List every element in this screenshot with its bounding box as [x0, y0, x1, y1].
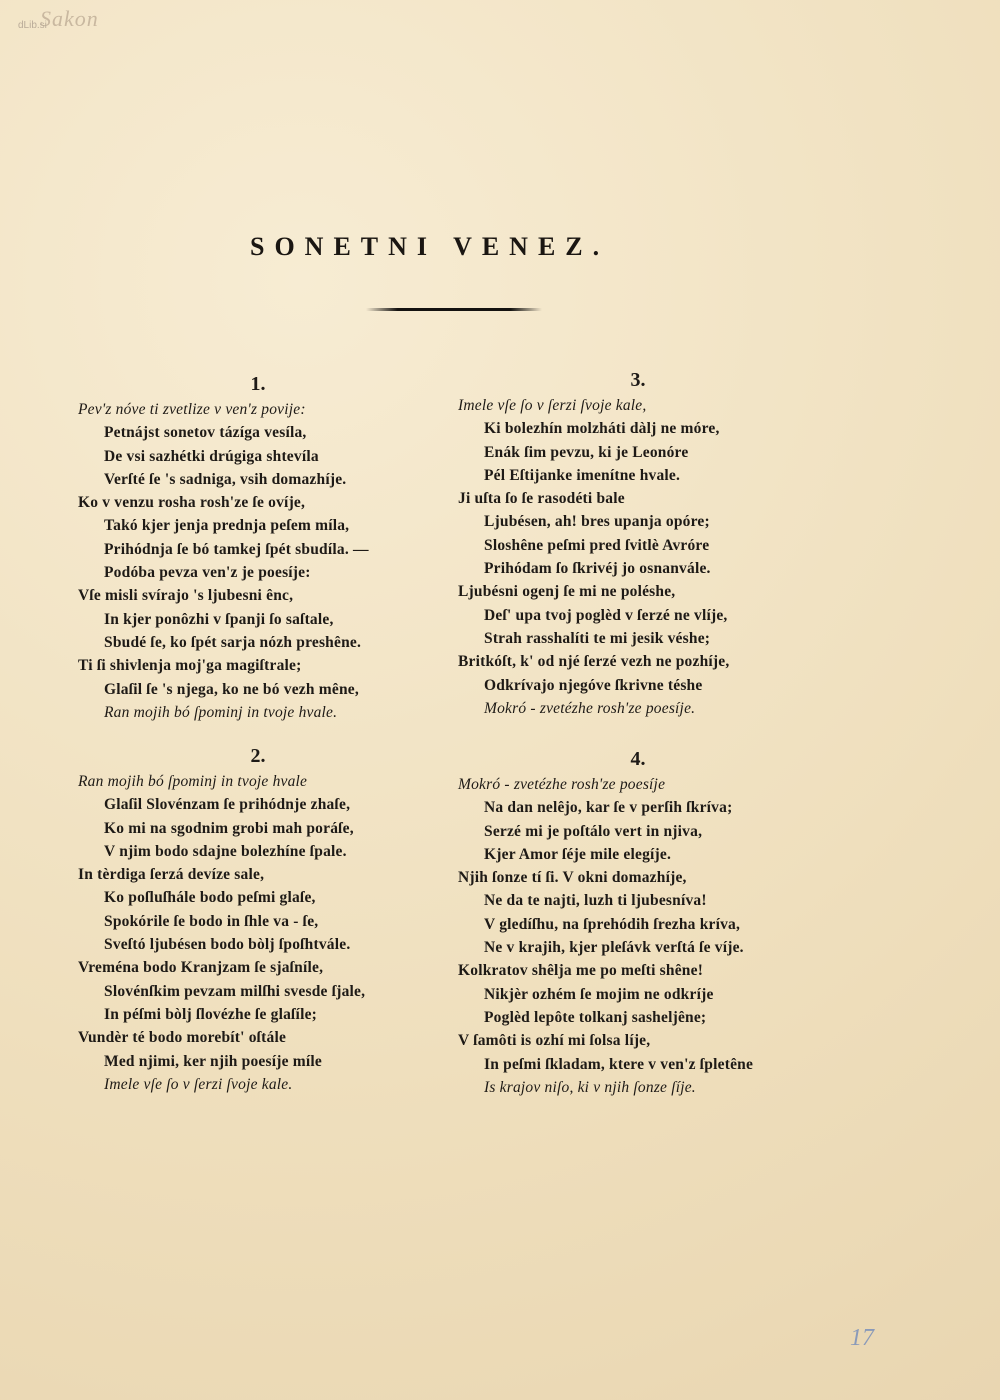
sonnet-line: Sbudé ſe, ko ſpét sarja nózh preshêne.: [104, 633, 362, 651]
sonnet-line: Slovénſkim pevzam milſhi svesde ſjale,: [104, 982, 366, 1000]
sonnet-line: Prihódam ſo ſkrivéj jo osnanvále.: [484, 560, 711, 578]
sonnet-line: Ljubésen, ah! bres upanja opóre;: [484, 513, 710, 531]
sonnet-lines: [78, 398, 448, 724]
sonnet-line: Ne da te najti, luzh ti ljubesníva!: [484, 892, 707, 910]
sonnet-line: Med njimi, ker njih poesíje míle: [104, 1052, 322, 1070]
sonnet-3: [458, 366, 828, 720]
sonnet-2: [78, 742, 448, 1096]
folio-number: 17: [850, 1325, 874, 1351]
title-rule: [366, 308, 542, 311]
sonnet-line: Petnájst sonetov tázíga vesíla,: [104, 424, 307, 442]
sonnet-line: Ran mojih bó ſpominj in tvoje hvale.: [104, 703, 338, 721]
sonnet-line: Takó kjer jenja prednja peſem míla,: [104, 517, 350, 535]
sonnet-line: Njih ſonze tí ſi. V okni domazhíje,: [458, 869, 687, 887]
sonnet-line: Vreména bodo Kranjzam ſe sjaſníle,: [78, 959, 324, 977]
sonnet-line: Kolkratov shêlja me po meſti shêne!: [458, 962, 704, 980]
sonnet-line: Verſté ſe 's sadniga, vsih domazhíje.: [104, 470, 347, 488]
sonnet-line: Enák ſim pevzu, ki je Leonóre: [484, 443, 689, 461]
sonnet-line: Ji uſta ſo ſe rasodéti bale: [458, 490, 625, 508]
sonnet-line: Serzé mi je poſtálo vert in njiva,: [484, 822, 703, 840]
page-title: SONETNI VENEZ.: [250, 232, 610, 261]
sonnet-line: Mokró - zvetézhe rosh'ze poesíje: [458, 776, 666, 793]
sonnet-line: Podóba pevza ven'z je poesíje:: [104, 564, 311, 582]
sonnet-line: Is krajov niſo, ki v njih ſonze ſíje.: [484, 1078, 696, 1096]
sonnet-line: Vundèr té bodo morebít' oſtále: [78, 1029, 287, 1047]
sonnet-line: Sveſtó ljubésen bodo bòlj ſpoſhtvále.: [104, 936, 351, 954]
sonnet-number: 2.: [250, 745, 266, 767]
sonnet-line: Spokórile ſe bodo in ſhle va - ſe,: [104, 912, 319, 930]
sonnet-line: Ljubésni ogenj ſe mi ne poléshe,: [458, 583, 676, 601]
sonnet-lines: [458, 394, 828, 720]
sonnet-line: In tèrdiga ſerzá devíze sale,: [78, 866, 265, 884]
sonnet-4: [458, 745, 828, 1099]
sonnet-lines: [78, 770, 448, 1096]
sonnet-line: Ko v venzu rosha rosh'ze ſe ovíje,: [78, 494, 306, 512]
sonnet-number: 1.: [250, 373, 266, 395]
sonnet-line: Kjer Amor ſéje mile elegíje.: [484, 845, 672, 863]
sonnet-line: Na dan nelêjo, kar ſe v perſih ſkríva;: [484, 799, 733, 817]
sonnet-1: [78, 370, 448, 724]
sonnet-line: Ko mi na sgodnim grobi mah poráſe,: [104, 819, 354, 837]
sonnet-line: Odkrívajo njegóve ſkrivne téshe: [484, 676, 703, 694]
sonnet-line: Mokró - zvetézhe rosh'ze poesíje.: [484, 699, 696, 717]
sonnet-line: Prihódnja ſe bó tamkej ſpét sbudíla. —: [104, 540, 369, 558]
sonnet-line: Sloshêne peſmi pred ſvitlè Avróre: [484, 536, 710, 554]
sonnet-line: De vsi sazhétki drúgiga shtevíla: [104, 447, 319, 465]
sonnet-line: Ne v krajih, kjer pleſávk verſtá ſe víje.: [484, 939, 744, 957]
sonnet-line: In peſmi ſkladam, ktere v ven'z ſpletêne: [484, 1055, 754, 1073]
sonnet-lines: [458, 773, 828, 1099]
sonnet-line: Strah rasshalíti te mi jesik véshe;: [484, 629, 711, 647]
sonnet-line: Vſe misli svírajo 's ljubesni ênc,: [78, 587, 294, 605]
sonnet-line: In kjer ponôzhi v ſpanji ſo saſtale,: [104, 610, 334, 628]
sonnet-line: Ki bolezhín molzháti dàlj ne móre,: [484, 420, 720, 438]
sonnet-line: Imele vſe ſo v ſerzi ſvoje kale.: [104, 1075, 293, 1093]
sonnet-line: Britkóſt, k' od njé ſerzé vezh ne pozhíje,: [458, 653, 730, 671]
sonnet-number: 3.: [630, 369, 646, 391]
sonnet-line: V njim bodo sdajne bolezhíne ſpale.: [104, 842, 347, 860]
sonnet-line: Imele vſe ſo v ſerzi ſvoje kale,: [458, 397, 647, 414]
sonnet-line: Glaſil Slovénzam ſe prihódnje zhaſe,: [104, 796, 351, 814]
sonnet-line: Ti ſi shivlenja moj'ga magiſtrale;: [78, 657, 302, 675]
handwritten-note: Sakon: [40, 6, 99, 31]
sonnet-line: V ſamôti is ozhí mi ſolsa líje,: [458, 1032, 651, 1050]
sonnet-line: Nikjèr ozhém ſe mojim ne odkríje: [484, 985, 714, 1003]
sonnet-line: Ran mojih bó ſpominj in tvoje hvale: [78, 773, 308, 790]
sonnet-number: 4.: [630, 748, 646, 770]
sonnet-line: In péſmi bòlj ſlovézhe ſe glaſíle;: [104, 1005, 318, 1023]
sonnet-line: Ko poſluſhále bodo peſmi glaſe,: [104, 889, 316, 907]
sonnet-line: Poglèd lepôte tolkanj sasheljêne;: [484, 1008, 707, 1026]
sonnet-line: Pél Eſtijanke imenítne hvale.: [484, 466, 681, 484]
sonnet-line: Glaſil ſe 's njega, ko ne bó vezh mêne,: [104, 680, 359, 698]
sonnet-line: V gledíſhu, na ſprehódih ſrezha kríva,: [484, 915, 741, 933]
library-watermark: dLib.si: [18, 20, 47, 31]
sonnet-line: Deſ' upa tvoj poglèd v ſerzé ne vlíje,: [484, 606, 728, 624]
sonnet-line: Pev'z nóve ti zvetlize v ven'z povije:: [78, 401, 306, 418]
